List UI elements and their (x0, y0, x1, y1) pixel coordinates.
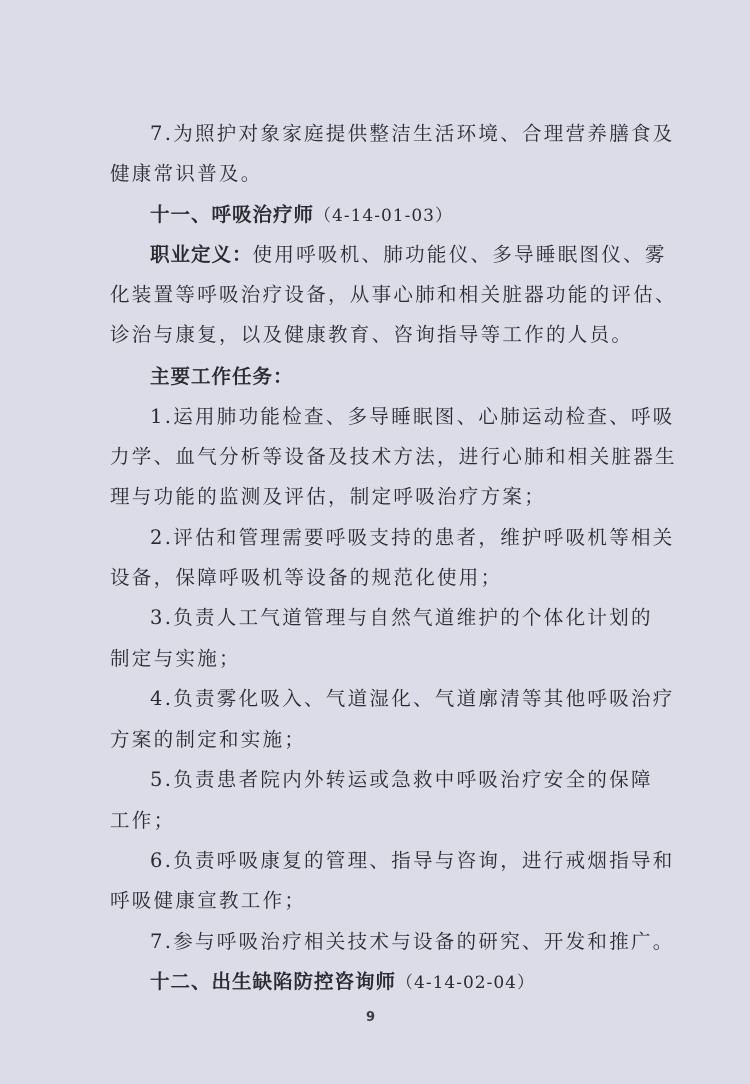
definition-label: 职业定义： (150, 243, 253, 266)
task-line: 力学、血气分析等设备及技术方法，进行心肺和相关脏器生 (110, 445, 677, 468)
task-line: 4.负责雾化吸入、气道湿化、气道廓清等其他呼吸治疗 (150, 687, 675, 710)
definition-line: 诊治与康复，以及健康教育、咨询指导等工作的人员。 (110, 323, 634, 346)
text-line: 7.为照护对象家庭提供整洁生活环境、合理营养膳食及 (150, 122, 675, 145)
occupation-code: （4-14-01-03） (314, 206, 453, 226)
task-line: 理与功能的监测及评估，制定呼吸治疗方案； (110, 485, 547, 508)
task-line: 3.负责人工气道管理与自然气道维护的个体化计划的 (150, 606, 653, 629)
task-line: 设备，保障呼吸机等设备的规范化使用； (110, 566, 503, 589)
task-line: 5.负责患者院内外转运或急救中呼吸治疗安全的保障 (150, 768, 653, 791)
task-line: 制定与实施； (110, 647, 241, 670)
definition-line: 化装置等呼吸治疗设备，从事心肺和相关脏器功能的评估、 (110, 283, 677, 306)
text-line: 健康常识普及。 (110, 162, 263, 185)
task-line: 方案的制定和实施； (110, 728, 307, 751)
task-line: 呼吸健康宣教工作； (110, 889, 307, 912)
task-line: 6.负责呼吸康复的管理、指导与咨询，进行戒烟指导和 (150, 849, 675, 872)
definition-line (150, 242, 667, 268)
task-line: 7.参与呼吸治疗相关技术与设备的研究、开发和推广。 (150, 930, 675, 953)
section-title: 十二、出生缺陷防控咨询师 (150, 970, 397, 993)
task-line: 工作； (110, 809, 176, 832)
section-heading-11 (150, 202, 453, 229)
task-line: 1.运用肺功能检查、多导睡眠图、心肺运动检查、呼吸 (150, 405, 675, 428)
section-title: 十一、呼吸治疗师 (150, 203, 315, 226)
occupation-code: （4-14-02-04） (396, 973, 535, 993)
section-heading-12 (150, 969, 535, 996)
page-number: 9 (366, 1010, 376, 1025)
definition-text: 使用呼吸机、肺功能仪、多导睡眠图仪、雾 (252, 243, 667, 266)
task-line: 2.评估和管理需要呼吸支持的患者，维护呼吸机等相关 (150, 526, 675, 549)
tasks-label: 主要工作任务： (150, 365, 294, 388)
